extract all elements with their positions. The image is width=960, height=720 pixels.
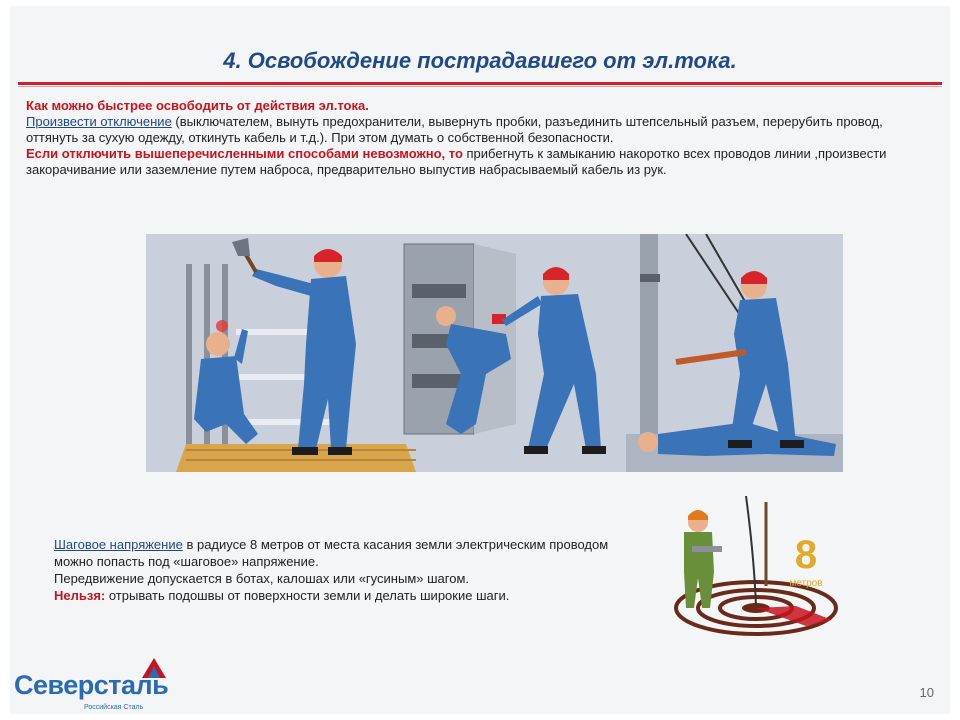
title-divider — [18, 82, 942, 85]
intro-text — [26, 98, 931, 178]
step-voltage-paragraph-1 — [54, 536, 644, 570]
rescue-illustration-panel — [146, 234, 843, 472]
rescue-illustration — [146, 234, 843, 472]
slide — [10, 6, 950, 714]
step-voltage-paragraph-2: Передвижение допускается в ботах, калошах или «гусиным» шагом. — [54, 571, 469, 586]
step-voltage-diagram — [656, 496, 846, 642]
title-divider-shadow — [18, 86, 942, 87]
forbidden-label: Нельзя: — [54, 588, 106, 603]
intro-paragraph-1 — [26, 114, 931, 146]
logo-subtitle: Российская Сталь — [84, 704, 144, 711]
step-voltage-description: в радиусе 8 метров от места касания земли электрическим проводом можно попасть под «шаговое» напряжение. — [54, 537, 609, 569]
disconnect-text: (выключателем, вынуть предохранители, вывернуть пробки, разъединить штепсельный разъем, перерубить провод, оттянуть за сухую одежду, откинуть кабель и т.д.). При этом думать о собственной безопасности. — [26, 114, 883, 145]
intro-heading: Как можно быстрее освободить от действия эл.тока. — [26, 98, 369, 113]
company-logo — [14, 654, 194, 714]
warning-text: Если отключить вышеперечисленными способами невозможно, то — [26, 146, 463, 161]
step-voltage-text — [54, 536, 644, 604]
forbidden-text: отрывать подошвы от поверхности земли и делать широкие шаги. — [105, 588, 510, 603]
short-circuit-text: прибегнуть к замыканию накоротко всех проводов линии ,произвести закорачивание или заземление путем наброса, предварительно выпустив набрасываемый кабель из рук. — [26, 146, 887, 177]
page-number: 10 — [919, 685, 934, 700]
logo-text: Северсталь — [14, 670, 169, 700]
diagram-number: 8 — [794, 533, 818, 577]
diagram-unit: метров — [789, 578, 823, 589]
disconnect-term: Произвести отключение — [26, 114, 172, 129]
step-voltage-paragraph-3 — [54, 587, 644, 604]
step-voltage-term: Шаговое напряжение — [54, 537, 183, 552]
intro-paragraph-2 — [26, 146, 931, 178]
page-title: 4. Освобождение пострадавшего от эл.тока. — [223, 48, 737, 73]
step-voltage-illustration — [656, 496, 846, 642]
